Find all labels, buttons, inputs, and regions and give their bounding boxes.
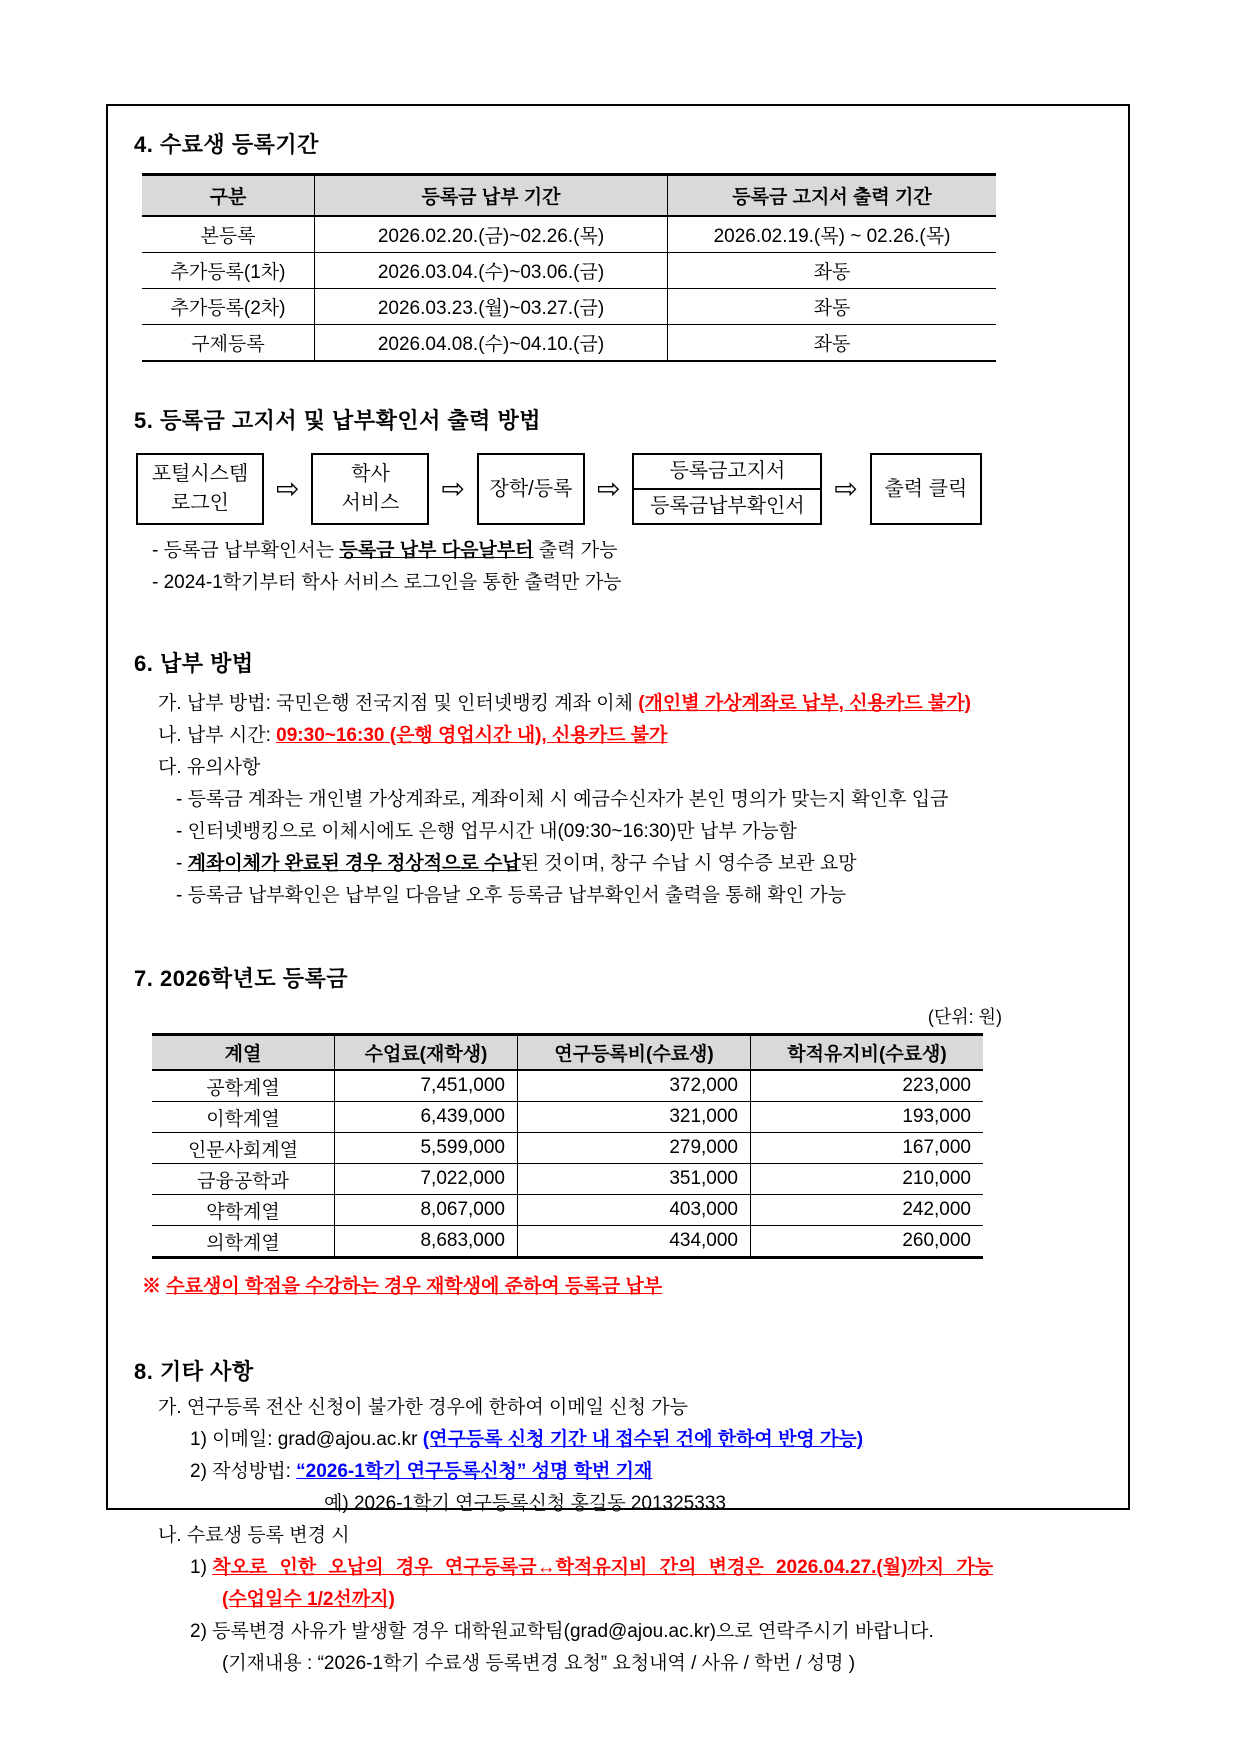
section8-title: 8. 기타 사항: [134, 1359, 254, 1384]
table-cell: 5,599,000: [335, 1133, 518, 1164]
payment-method-line: [134, 688, 1106, 720]
flow-step-label: 로그인: [171, 492, 229, 514]
table-cell: 2026.02.20.(금)~02.26.(목): [315, 216, 668, 253]
flow-step-label: 장학/등록: [489, 477, 573, 500]
line-warning: (수업일수 1/2선까지): [222, 1589, 395, 1610]
line-text: -: [176, 853, 188, 874]
line-warning: (개인별 가상계좌로 납부, 신용카드 불가): [638, 693, 971, 714]
flow-step-label: 포털시스템: [151, 463, 249, 485]
table-header-cell: 학적유지비(수료생): [751, 1035, 984, 1071]
table-cell: 2026.03.04.(수)~03.06.(금): [315, 253, 668, 289]
table-cell: 279,000: [518, 1133, 751, 1164]
tuition-table: [152, 1033, 983, 1259]
other-item-line: 나. 수료생 등록 변경 시: [158, 1525, 350, 1546]
table-cell: 좌동: [668, 325, 997, 362]
write-method-line: [134, 1456, 1106, 1488]
section7-title: 7. 2026학년도 등록금: [134, 966, 349, 991]
contact-detail-line: (기재내용 : “2026-1학기 수료생 등록변경 요청” 요청내역 / 사유 / 학번 / 성명 ): [222, 1653, 856, 1674]
table-cell: 추가등록(2차): [142, 289, 315, 325]
table-cell: 260,000: [751, 1226, 984, 1258]
flow-step-label: 등록금고지서: [634, 455, 820, 490]
note-text: 출력 가능: [533, 540, 618, 561]
caution-line: - 등록금 계좌는 개인별 가상계좌로, 계좌이체 시 예금수신자가 본인 명의가 맞는지 확인후 입금: [176, 789, 949, 810]
table-cell: 7,451,000: [335, 1070, 518, 1102]
line-warning: 09:30~16:30 (은행 영업시간 내), 신용카드 불가: [276, 725, 668, 746]
table-cell: 8,683,000: [335, 1226, 518, 1258]
table-cell: 2026.02.19.(목) ~ 02.26.(목): [668, 216, 997, 253]
caution-line: - 인터넷뱅킹으로 이체시에도 은행 업무시간 내(09:30~16:30)만 납부 가능함: [176, 821, 797, 842]
line-text: 1) 이메일: grad@ajou.ac.kr: [190, 1429, 423, 1450]
section6-title: 6. 납부 방법: [134, 651, 254, 676]
table-header-cell: 수업료(재학생): [335, 1035, 518, 1071]
table-header-row: [142, 175, 996, 217]
right-arrow-icon: ⇨: [834, 472, 858, 505]
line-emphasis-blue: “2026-1학기 연구등록신청” 성명 학번 기재: [296, 1461, 653, 1482]
print-method-flowchart: [136, 453, 1106, 525]
section5-note-line: [134, 535, 1106, 567]
right-arrow-icon: ⇨: [441, 472, 465, 505]
note-emphasis: 등록금 납부 다음날부터: [339, 540, 534, 561]
table-cell: 223,000: [751, 1070, 984, 1102]
line-text: 1): [190, 1557, 213, 1578]
table-cell: 추가등록(1차): [142, 253, 315, 289]
table-cell: 403,000: [518, 1195, 751, 1226]
flow-step-label: 학사: [351, 463, 390, 485]
line-emphasis-blue: (연구등록 신청 기간 내 접수된 건에 한하여 반영 가능): [422, 1429, 864, 1450]
table-row: [142, 216, 996, 253]
flow-step-label: 서비스: [341, 492, 400, 514]
table-row: [152, 1070, 983, 1102]
table-cell: 210,000: [751, 1164, 984, 1195]
table-cell: 2026.03.23.(월)~03.27.(금): [315, 289, 668, 325]
table-cell: 193,000: [751, 1102, 984, 1133]
right-arrow-icon: ⇨: [276, 472, 300, 505]
table-row: [142, 253, 996, 289]
table-cell: 372,000: [518, 1070, 751, 1102]
change-rule-line: [134, 1552, 1106, 1584]
change-rule-line: [134, 1584, 1106, 1616]
caution-line: - 등록금 납부확인은 납부일 다음날 오후 등록금 납부확인서 출력을 통해 확인 가능: [176, 885, 847, 906]
table-header-cell: 등록금 납부 기간: [315, 175, 668, 217]
payment-time-line: [134, 720, 1106, 752]
other-item-line: 가. 연구등록 전산 신청이 불가한 경우에 한하여 이메일 신청 가능: [158, 1397, 688, 1418]
table-header-row: [152, 1035, 983, 1071]
table-header-cell: 계열: [152, 1035, 335, 1071]
table-cell: 본등록: [142, 216, 315, 253]
table-cell: 의학계열: [206, 1232, 280, 1254]
table-header-cell: 연구등록비(수료생): [518, 1035, 751, 1071]
note-text: - 등록금 납부확인서는: [152, 540, 340, 561]
note-warning: 수료생이 학점을 수강하는 경우 재학생에 준하여 등록금 납부: [166, 1276, 663, 1297]
table-cell: 인문사회계열: [152, 1133, 335, 1164]
table-cell: 321,000: [518, 1102, 751, 1133]
table-cell: 6,439,000: [335, 1102, 518, 1133]
section4-title: 4. 수료생 등록기간: [134, 132, 319, 157]
table-header-cell: 구분: [142, 175, 315, 217]
table-row: [152, 1102, 983, 1133]
line-emphasis: 계좌이체가 완료된 경우 정상적으로 수납: [187, 853, 521, 874]
table-cell: 좌동: [668, 289, 997, 325]
flow-step-print-click: [870, 453, 982, 525]
table-row: [152, 1226, 983, 1258]
flow-step-label: 등록금납부확인서: [650, 495, 805, 517]
caution-heading-line: 다. 유의사항: [158, 757, 261, 778]
table-cell: 7,022,000: [335, 1164, 518, 1195]
section5-title: 5. 등록금 고지서 및 납부확인서 출력 방법: [134, 408, 542, 433]
flow-step-academic-service: [311, 453, 429, 525]
email-line: [134, 1424, 1106, 1456]
registration-period-table: [142, 173, 996, 362]
content-frame: [106, 104, 1130, 1674]
table-cell: 434,000: [518, 1226, 751, 1258]
right-arrow-icon: ⇨: [596, 472, 621, 505]
section5-note-line: - 2024-1학기부터 학사 서비스 로그인을 통한 출력만 가능: [152, 572, 622, 593]
flow-step-label: 출력 클릭: [884, 477, 968, 500]
line-text: 가. 납부 방법: 국민은행 전국지점 및 인터넷뱅킹 계좌 이체: [158, 693, 639, 714]
table-cell: 8,067,000: [335, 1195, 518, 1226]
flow-step-portal-login: [136, 453, 264, 525]
table-cell: 167,000: [751, 1133, 984, 1164]
table-cell: 금융공학과: [152, 1164, 335, 1195]
table-cell: 좌동: [668, 253, 997, 289]
flow-step-bill-and-confirmation: [632, 453, 822, 525]
contact-line: 2) 등록변경 사유가 발생할 경우 대학원교학팀(grad@ajou.ac.kr)으로 연락주시기 바랍니다.: [190, 1621, 934, 1642]
table-header-cell: 등록금 고지서 출력 기간: [668, 175, 997, 217]
table-cell: 공학계열: [152, 1070, 335, 1102]
line-text: 2) 작성방법:: [190, 1461, 297, 1482]
flow-step-scholarship-registration: [477, 453, 585, 525]
table-row: [152, 1164, 983, 1195]
unit-label: (단위: 원): [927, 1007, 1002, 1027]
table-cell: 약학계열: [152, 1195, 335, 1226]
line-text: 된 것이며, 창구 수납 시 영수증 보관 요망: [520, 853, 857, 874]
table-cell: 구제등록: [191, 334, 265, 355]
caution-line: [134, 848, 1106, 880]
table-cell: 242,000: [751, 1195, 984, 1226]
table-cell: 351,000: [518, 1164, 751, 1195]
table-row: [152, 1195, 983, 1226]
table-row: [152, 1133, 983, 1164]
line-text: 나. 납부 시간:: [158, 725, 277, 746]
table-cell: 2026.04.08.(수)~04.10.(금): [315, 325, 668, 362]
tuition-note-line: [134, 1271, 1106, 1303]
table-row: [142, 325, 996, 362]
table-cell: 이학계열: [152, 1102, 335, 1133]
example-line: 예) 2026-1학기 연구등록신청 홍길동 201325333: [324, 1493, 726, 1514]
table-row: [142, 289, 996, 325]
line-warning: 착오로 인한 오납의 경우 연구등록금↔학적유지비 간의 변경은 2026.04.27.(월)까지 가능: [212, 1557, 994, 1578]
asterisk-marker: ※: [142, 1276, 167, 1297]
